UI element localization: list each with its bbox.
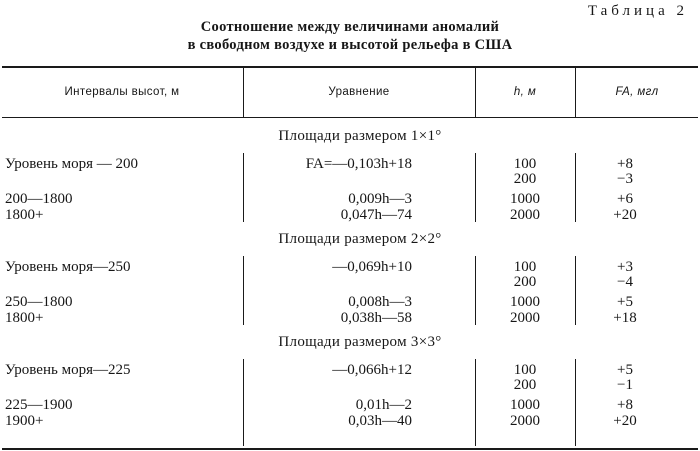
equation-cell: 0,008h—3	[348, 294, 412, 310]
height-cell: 200	[513, 274, 537, 290]
interval-cell: 225—1900	[5, 397, 73, 413]
interval-cell: 1800+	[5, 310, 44, 326]
interval-cell: Уровень моря—225	[5, 362, 131, 378]
section-2-column-divider-1	[243, 256, 244, 325]
table-number-label: Таблица 2	[587, 3, 688, 19]
interval-cell: 1800+	[5, 207, 44, 223]
equation-cell: 0,047h—74	[340, 207, 412, 223]
height-cell: 1000	[510, 397, 540, 413]
anomaly-cell: +20	[613, 207, 637, 223]
header-column-divider-1	[243, 68, 244, 117]
height-cell: 2000	[510, 310, 540, 326]
section-1-column-divider-1	[243, 153, 244, 222]
anomaly-cell: +18	[613, 310, 637, 326]
equation-cell: 0,009h—3	[348, 191, 412, 207]
anomaly-cell: −4	[617, 274, 633, 290]
height-cell: 100	[513, 259, 537, 275]
section-title: Площади размером 3×3°	[278, 334, 442, 350]
header-bottom-rule	[2, 117, 698, 118]
height-cell: 200	[513, 377, 537, 393]
interval-cell: 1900+	[5, 413, 44, 429]
header-column-divider-2	[475, 68, 476, 117]
section-3-column-divider-1	[243, 359, 244, 446]
interval-cell: Уровень моря — 200	[5, 156, 138, 172]
equation-cell: —0,069h+10	[332, 259, 412, 275]
height-cell: 100	[513, 156, 537, 172]
interval-cell: Уровень моря—250	[5, 259, 131, 275]
section-title: Площади размером 1×1°	[278, 128, 442, 144]
height-cell: 1000	[510, 294, 540, 310]
height-cell: 200	[513, 171, 537, 187]
header-equation: Уравнение	[328, 86, 390, 98]
header-height: h, м	[513, 86, 537, 98]
height-cell: 2000	[510, 413, 540, 429]
anomaly-cell: +5	[617, 362, 633, 378]
interval-cell: 200—1800	[5, 191, 73, 207]
section-3-column-divider-3	[575, 359, 576, 446]
table-title-line-1: Соотношение между величинами аномалий	[200, 19, 500, 35]
anomaly-cell: +8	[617, 156, 633, 172]
table-top-rule	[2, 66, 698, 68]
section-2-column-divider-3	[575, 256, 576, 325]
table-title-line-2: в свободном воздухе и высотой рельефа в США	[187, 37, 513, 53]
height-cell: 2000	[510, 207, 540, 223]
header-free-air-anomaly: FA, мгл	[615, 86, 659, 98]
equation-cell: FA=—0,103h+18	[305, 156, 412, 172]
equation-cell: 0,038h—58	[340, 310, 412, 326]
anomaly-cell: +20	[613, 413, 637, 429]
height-cell: 100	[513, 362, 537, 378]
section-1-column-divider-3	[575, 153, 576, 222]
equation-cell: 0,01h—2	[355, 397, 412, 413]
anomaly-cell: +3	[617, 259, 633, 275]
header-interval: Интервалы высот, м	[64, 86, 180, 98]
anomaly-cell: −3	[617, 171, 633, 187]
anomaly-cell: +5	[617, 294, 633, 310]
equation-cell: —0,066h+12	[332, 362, 412, 378]
table-bottom-rule	[2, 448, 698, 450]
anomaly-cell: +8	[617, 397, 633, 413]
anomaly-cell: +6	[617, 191, 633, 207]
equation-cell: 0,03h—40	[348, 413, 412, 429]
height-cell: 1000	[510, 191, 540, 207]
section-title: Площади размером 2×2°	[278, 231, 442, 247]
interval-cell: 250—1800	[5, 294, 73, 310]
anomaly-cell: −1	[617, 377, 633, 393]
header-column-divider-3	[575, 68, 576, 117]
